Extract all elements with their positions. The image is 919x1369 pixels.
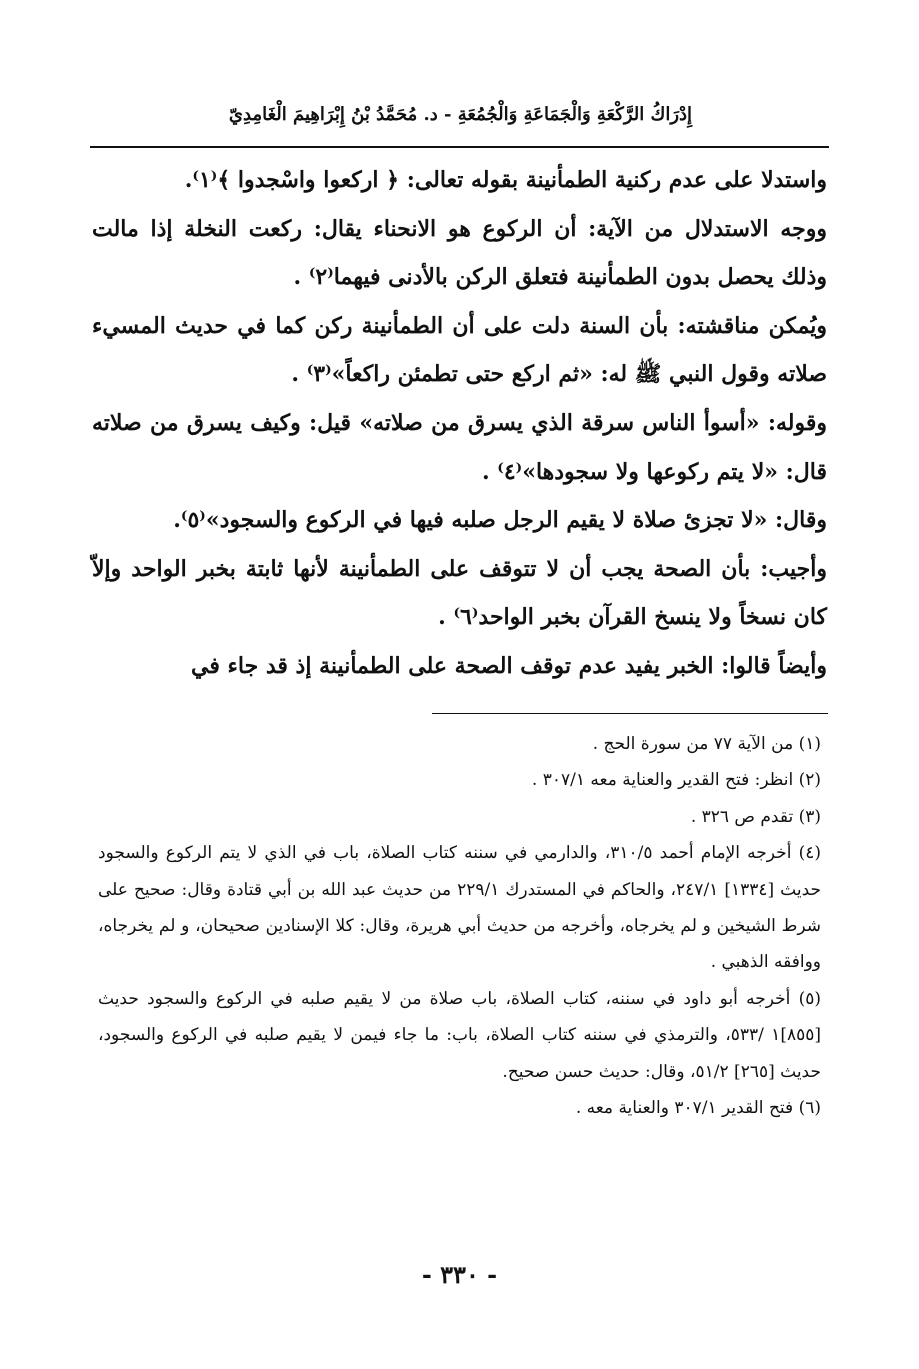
body-paragraph-2: ووجه الاستدلال من الآية: أن الركوع هو الانحناء يقال: ركعت النخلة إذا مالت وذلك يحصل بدون الطمأنينة فتعلق الركن بالأدنى فيهما⁽٢⁾ .	[92, 215, 827, 291]
footnote-4: (٤) أخرجه الإمام أحمد ٣١٠/٥، والدارمي في سننه كتاب الصلاة، باب في الذي لا يتم الركوع والسجود حديث [١٣٣٤] ٢٤٧/١، والحاكم في المستدرك ٢٢٩/١ من حديث عبد الله بن أبي قتادة وقال: صحيح على شرط الشيخين و لم يخرجاه، وأخرجه من حديث أبي هريرة، وقال: كلا الإسنادين صحيحان، و لم يخرجاه، ووافقه الذهبي .	[98, 843, 821, 973]
body-paragraph-6: وأجيب: بأن الصحة يجب أن لا تتوقف على الطمأنينة لأنها ثابتة بخبر الواحد وإلاّ كان نسخاً ولا ينسخ القرآن بخبر الواحد⁽٦⁾ .	[92, 555, 827, 631]
header-rule	[90, 146, 829, 148]
body-paragraph-5: وقال: «لا تجزئ صلاة لا يقيم الرجل صلبه فيها في الركوع والسجود»⁽٥⁾.	[173, 507, 827, 534]
body-paragraph-4: وقوله: «أسوأ الناس سرقة الذي يسرق من صلاته» قيل: وكيف يسرق من صلاته قال: «لا يتم ركوعها ولا سجودها»⁽٤⁾ .	[92, 409, 827, 485]
footnote-separator	[432, 713, 828, 714]
body-paragraph-7: وأيضاً قالوا: الخبر يفيد عدم توقف الصحة على الطمأنينة إذ قد جاء في	[191, 652, 827, 679]
body-paragraph-3: ويُمكن مناقشته: بأن السنة دلت على أن الطمأنينة ركن كما في حديث المسيء صلاته وقول النبي ﷺ له: «ثم اركع حتى تطمئن راكعاً»⁽٣⁾ .	[92, 312, 827, 388]
footnote-6: (٦) فتح القدير ٣٠٧/١ والعناية معه .	[575, 1098, 821, 1119]
footnote-5: (٥) أخرجه أبو داود في سننه، كتاب الصلاة، باب صلاة من لا يقيم صلبه في الركوع والسجود حديث [٨٥٥]١ /٥٣٣، والترمذي في سننه كتاب الصلاة، باب: ما جاء فيمن لا يقيم صلبه في الركوع والسجود، حديث [٢٦٥] ٥١/٢، وقال: حديث حسن صحيح.	[98, 988, 821, 1082]
page-number: - ٣٣٠ -	[421, 1260, 498, 1289]
body-text	[92, 156, 827, 691]
footnotes	[98, 726, 821, 1126]
footnote-3: (٣) تقدم ص ٣٢٦ .	[690, 806, 821, 827]
footnote-1: (١) من الآية ٧٧ من سورة الحج .	[592, 734, 821, 754]
footnote-2: (٢) انظر: فتح القدير والعناية معه ٣٠٧/١ .	[531, 770, 821, 791]
running-header: إِدْرَاكُ الرَّكْعَةِ وَالْجَمَاعَةِ وَالْجُمُعَةِ - د. مُحَمَّدُ بْنُ إِبْرَاهِيمَ الْغَامِدِيّ	[228, 104, 693, 125]
body-paragraph-1: واستدلا على عدم ركنية الطمأنينة بقوله تعالى: ﴿ اركعوا واسْجدوا ﴾⁽١⁾.	[184, 167, 827, 193]
